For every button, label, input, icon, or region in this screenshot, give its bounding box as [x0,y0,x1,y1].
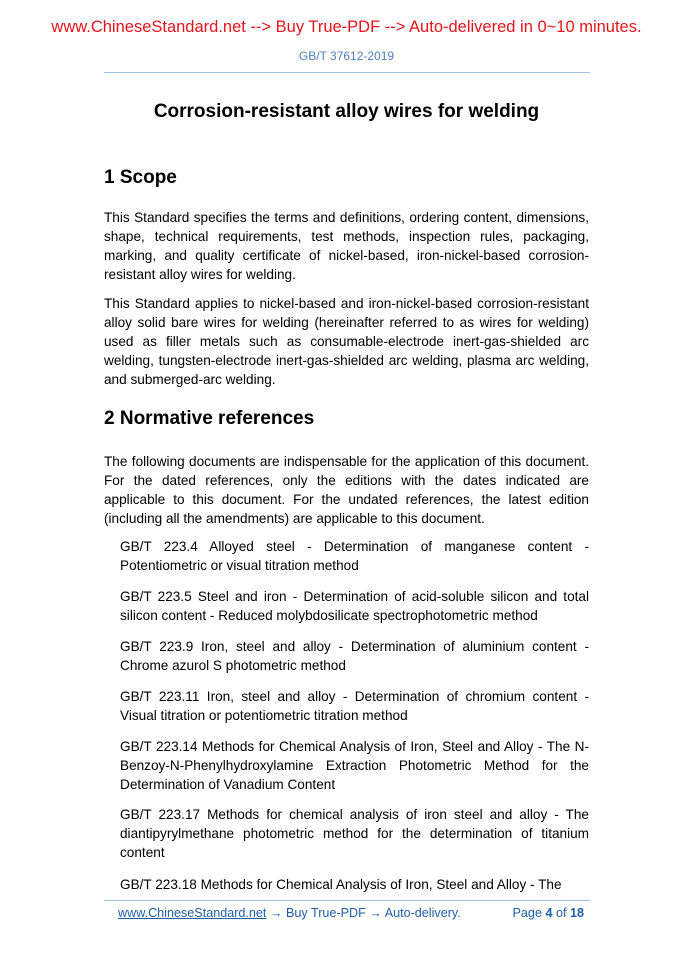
header-divider [104,72,590,73]
page-footer [118,906,588,920]
reference-item: GB/T 223.9 Iron, steel and alloy - Determination of aluminium content - Chrome azurol S photometric method [120,639,589,673]
footer-divider [104,900,590,901]
reference-item: GB/T 223.18 Methods for Chemical Analysis of Iron, Steel and Alloy - The [120,877,562,892]
reference-item: GB/T 223.11 Iron, steel and alloy - Determination of chromium content - Visual titration or potentiometric titration method [120,689,589,723]
reference-item: GB/T 223.17 Methods for chemical analysis of iron steel and alloy - The diantipyrylmethane photometric method for the determination of titanium content [120,807,589,860]
reference-item: GB/T 223.4 Alloyed steel - Determination of manganese content - Potentiometric or visual titration method [120,539,589,573]
footer-text: → Buy True-PDF → Auto-delivery. [266,906,461,920]
page-total: 18 [569,906,584,920]
page-label: Page [512,906,542,920]
scope-paragraph: This Standard specifies the terms and definitions, ordering content, dimensions, shape, technical requirements, test methods, inspection rules, packaging, marking, and quality certificate of nickel-based, iron-nickel-based corrosion-resistant alloy wires for welding. [104,210,589,282]
reference-item: GB/T 223.5 Steel and iron - Determination of acid-soluble silicon and total silicon content - Reduced molybdosilicate spectrophotometric method [120,589,589,623]
section-heading-scope: 1 Scope [104,167,177,188]
footer-site-link[interactable]: www.ChineseStandard.net [118,906,267,920]
reference-item: GB/T 223.14 Methods for Chemical Analysis of Iron, Steel and Alloy - The N-Benzoy-N-Phenylhydroxylamine Extraction Photometric Method for the Determination of Vanadium Content [120,739,589,792]
references-intro-paragraph: The following documents are indispensable for the application of this document. For the dated references, only the editions with the dates indicated are applicable to this document. For the undated references, the latest edition (including all the amendments) are applicable to this document. [104,454,589,526]
scope-paragraph: This Standard applies to nickel-based and iron-nickel-based corrosion-resistant alloy solid bare wires for welding (hereinafter referred to as wires for welding) used as filler metals such as consumable-electrode inert-gas-shielded arc welding, tungsten-electrode inert-gas-shielded arc welding, plasma arc welding, and submerged-arc welding. [104,296,589,387]
document-title: Corrosion-resistant alloy wires for welding [153,101,540,122]
section-heading-normative-references: 2 Normative references [104,408,315,429]
page-indicator [513,906,584,920]
document-id: GB/T 37612-2019 [298,49,395,63]
promo-banner: www.ChineseStandard.net --> Buy True-PDF --> Auto-delivered in 0~10 minutes. [51,18,642,36]
page-number: 4 [545,906,553,920]
of-label: of [555,906,567,920]
